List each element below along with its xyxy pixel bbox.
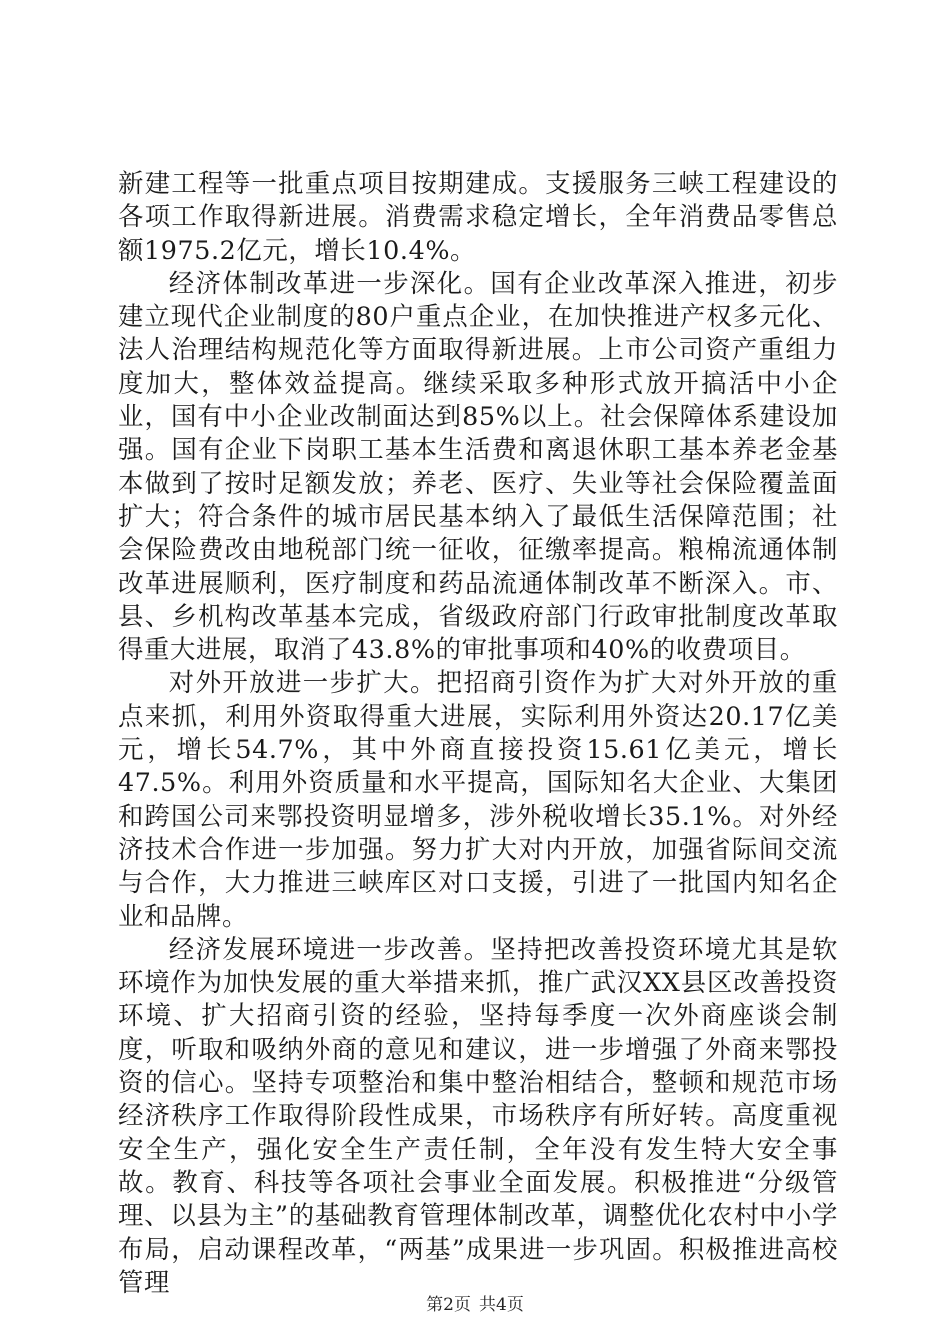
paragraph-economic-reform: 经济体制改革进一步深化。国有企业改革深入推进，初步建立现代企业制度的80户重点企业，在加快推进产权多元化、法人治理结构规范化等方面取得新进展。上市公司资产重组力度加大，整体效益提高。继续采取多种形式放开搞活中小企业，国有中小企业改制面达到85%以上。社会保障体系建设加强。国有企业下岗职工基本生活费和离退休职工基本养老金基本做到了按时足额发放；养老、医疗、失业等社会保险覆盖面扩大；符合条件的城市居民基本纳入了最低生活保障范围；社会保险费改由地税部门统一征收，征缴率提高。粮棉流通体制改革进展顺利，医疗制度和药品流通体制改革不断深入。市、县、乡机构改革基本完成，省级政府部门行政审批制度改革取得重大进展，取消了43.8%的审批事项和40%的收费项目。 <box>118 267 838 665</box>
document-body <box>118 167 838 1299</box>
page-footer <box>0 1295 950 1315</box>
paragraph-continuation: 新建工程等一批重点项目按期建成。支援服务三峡工程建设的各项工作取得新进展。消费需求稳定增长，全年消费品零售总额1975.2亿元，增长10.4%。 <box>118 168 838 265</box>
page-number: 第2页 <box>426 1295 471 1315</box>
page-total: 共4页 <box>479 1295 524 1315</box>
paragraph-development-environment: 经济发展环境进一步改善。坚持把改善投资环境尤其是软环境作为加快发展的重大举措来抓，推广武汉XX县区改善投资环境、扩大招商引资的经验，坚持每季度一次外商座谈会制度，听取和吸纳外商的意见和建议，进一步增强了外商来鄂投资的信心。坚持专项整治和集中整治相结合，整顿和规范市场经济秩序工作取得阶段性成果，市场秩序有所好转。高度重视安全生产，强化安全生产责任制，全年没有发生特大安全事故。教育、科技等各项社会事业全面发展。积极推进“分级管理、以县为主”的基础教育管理体制改革，调整优化农村中小学布局，启动课程改革，“两基”成果进一步巩固。积极推进高校管理 <box>118 933 838 1297</box>
paragraph-opening-up: 对外开放进一步扩大。把招商引资作为扩大对外开放的重点来抓，利用外资取得重大进展，实际利用外资达20.17亿美元，增长54.7%，其中外商直接投资15.61亿美元，增长47.5%。利用外资质量和水平提高，国际知名大企业、大集团和跨国公司来鄂投资明显增多，涉外税收增长35.1%。对外经济技术合作进一步加强。努力扩大对内开放，加强省际间交流与合作，大力推进三峡库区对口支援，引进了一批国内知名企业和品牌。 <box>118 667 838 931</box>
